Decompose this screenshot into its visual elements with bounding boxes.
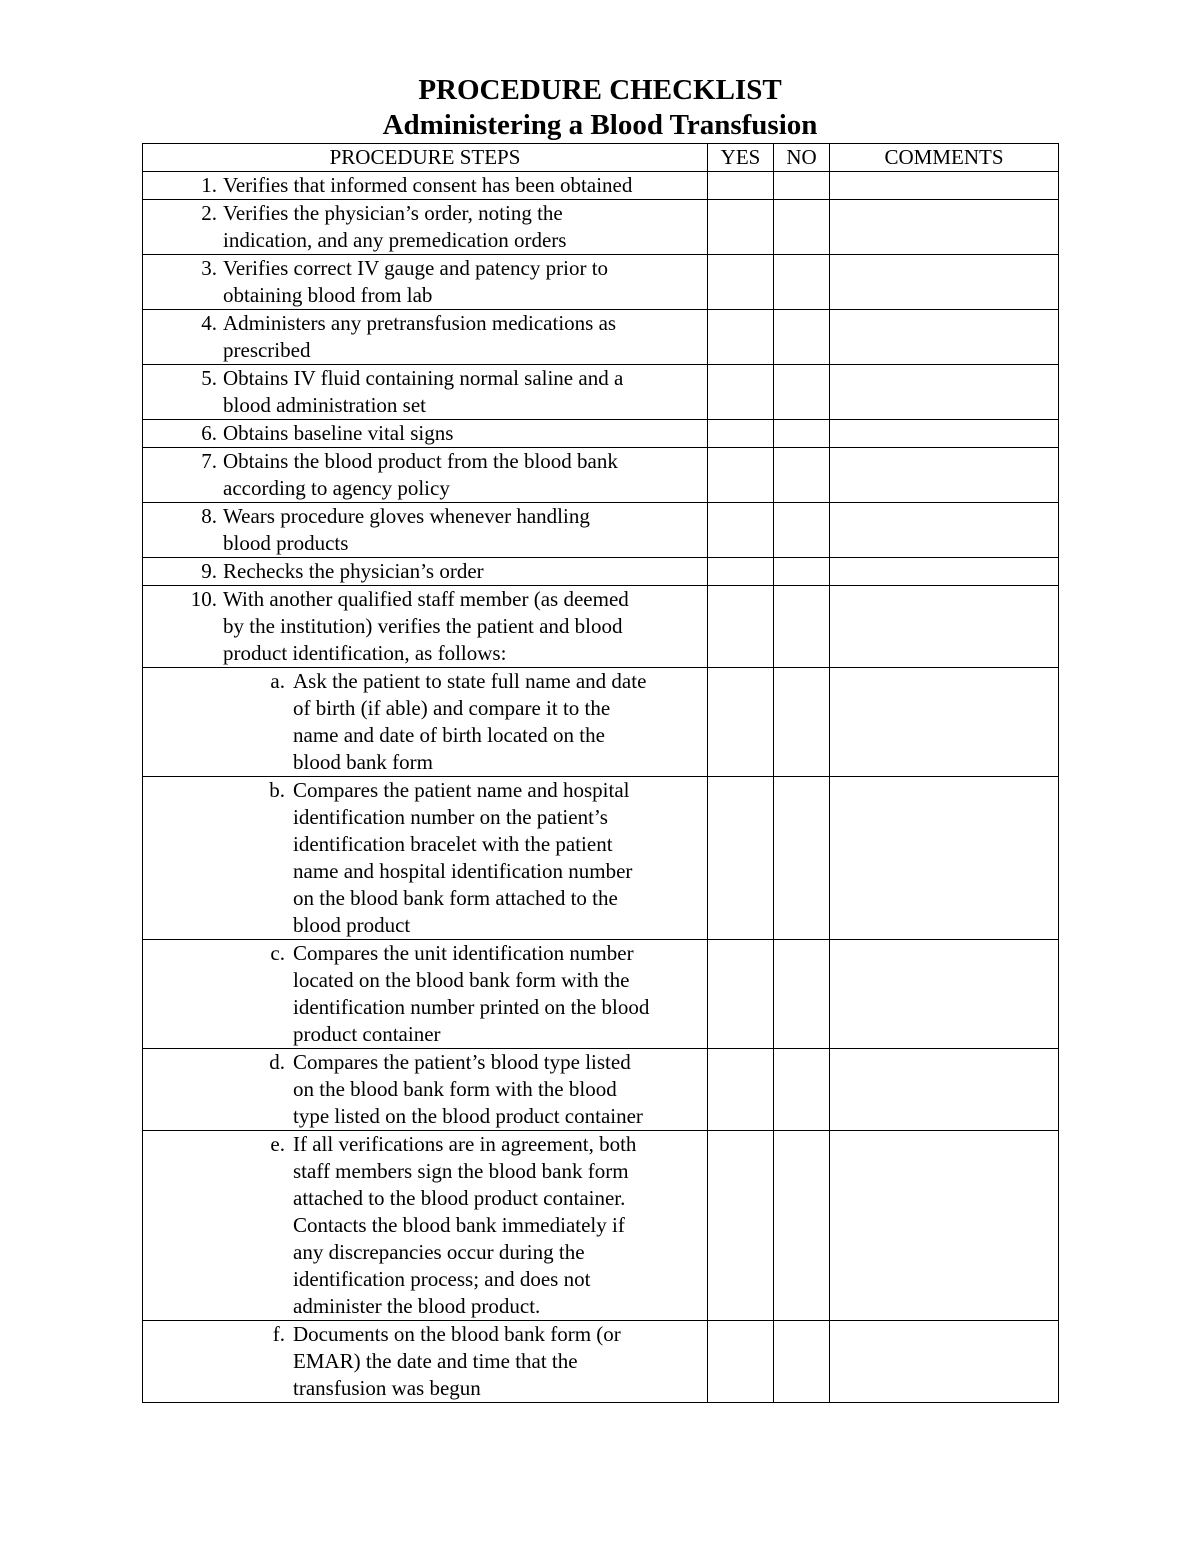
step-text: [223, 365, 707, 419]
step-text-line: blood products: [223, 531, 349, 555]
table-row: [143, 940, 1059, 1049]
table-row: [143, 420, 1059, 448]
procedure-step-cell: [143, 777, 708, 940]
step-marker: 10.: [190, 587, 217, 611]
procedure-step: [143, 503, 707, 557]
step-text: [223, 310, 707, 364]
no-cell[interactable]: [774, 777, 830, 940]
sub-step: [143, 1321, 707, 1402]
table-row: [143, 1131, 1059, 1321]
step-text: [293, 1131, 707, 1320]
comments-cell[interactable]: [830, 668, 1059, 777]
step-text-line: type listed on the blood product container: [293, 1104, 643, 1128]
checklist-body: [143, 172, 1059, 1403]
comments-cell[interactable]: [830, 777, 1059, 940]
step-text-line: obtaining blood from lab: [223, 283, 433, 307]
comments-cell[interactable]: [830, 940, 1059, 1049]
procedure-step-cell: [143, 448, 708, 503]
step-text-line: product identification, as follows:: [223, 641, 507, 665]
no-cell[interactable]: [774, 172, 830, 200]
procedure-step: [143, 448, 707, 502]
step-text-line: Verifies the physician’s order, noting the: [223, 201, 563, 225]
step-text-line: Wears procedure gloves whenever handling: [223, 504, 590, 528]
comments-cell[interactable]: [830, 1049, 1059, 1131]
step-text: [223, 586, 707, 667]
comments-cell[interactable]: [830, 310, 1059, 365]
step-marker: f.: [272, 1322, 285, 1346]
step-text-line: according to agency policy: [223, 476, 450, 500]
step-marker: 2.: [201, 201, 217, 225]
yes-cell[interactable]: [708, 310, 774, 365]
table-row: [143, 200, 1059, 255]
table-row: [143, 448, 1059, 503]
step-marker: e.: [270, 1132, 285, 1156]
step-text-line: blood product: [293, 913, 411, 937]
step-text-line: Rechecks the physician’s order: [223, 559, 484, 583]
step-text-line: any discrepancies occur during the: [293, 1240, 585, 1264]
step-marker: c.: [270, 941, 285, 965]
step-text-line: transfusion was begun: [293, 1376, 481, 1400]
step-text: [223, 420, 707, 447]
table-row: [143, 777, 1059, 940]
yes-cell[interactable]: [708, 1321, 774, 1403]
yes-cell[interactable]: [708, 365, 774, 420]
table-row: [143, 558, 1059, 586]
step-text-line: by the institution) verifies the patient and blood: [223, 614, 623, 638]
step-text: [223, 558, 707, 585]
step-marker: d.: [269, 1050, 285, 1074]
comments-cell[interactable]: [830, 255, 1059, 310]
step-marker: 6.: [201, 421, 217, 445]
no-cell[interactable]: [774, 1049, 830, 1131]
step-text-line: indication, and any premedication orders: [223, 228, 567, 252]
no-cell[interactable]: [774, 668, 830, 777]
step-text: [293, 668, 707, 776]
no-cell[interactable]: [774, 586, 830, 668]
header-yes: YES: [708, 144, 774, 172]
page-title: PROCEDURE CHECKLIST: [418, 74, 782, 106]
procedure-step-cell: [143, 1049, 708, 1131]
table-row: [143, 172, 1059, 200]
step-text: [223, 172, 707, 199]
step-text-line: Ask the patient to state full name and date: [293, 669, 647, 693]
step-marker: b.: [269, 778, 285, 802]
step-text-line: on the blood bank form attached to the: [293, 886, 618, 910]
table-row: [143, 310, 1059, 365]
procedure-step-cell: [143, 1131, 708, 1321]
step-text-line: If all verifications are in agreement, both: [293, 1132, 637, 1156]
sub-step: [143, 1049, 707, 1130]
header-procedure-steps: PROCEDURE STEPS: [143, 144, 708, 172]
sub-step: [143, 1131, 707, 1320]
yes-cell[interactable]: [708, 1131, 774, 1321]
no-cell[interactable]: [774, 940, 830, 1049]
step-text: [293, 940, 707, 1048]
step-marker: 4.: [201, 311, 217, 335]
step-text-line: on the blood bank form with the blood: [293, 1077, 617, 1101]
step-text: [293, 1321, 707, 1402]
procedure-step-cell: [143, 172, 708, 200]
yes-cell[interactable]: [708, 255, 774, 310]
no-cell[interactable]: [774, 310, 830, 365]
step-text-line: Obtains the blood product from the blood bank: [223, 449, 618, 473]
table-row: [143, 503, 1059, 558]
yes-cell[interactable]: [708, 420, 774, 448]
step-text-line: of birth (if able) and compare it to the: [293, 696, 611, 720]
yes-cell[interactable]: [708, 940, 774, 1049]
yes-cell[interactable]: [708, 448, 774, 503]
yes-cell[interactable]: [708, 503, 774, 558]
procedure-step-cell: [143, 310, 708, 365]
table-row: [143, 255, 1059, 310]
comments-cell[interactable]: [830, 172, 1059, 200]
step-text-line: name and hospital identification number: [293, 859, 633, 883]
no-cell[interactable]: [774, 200, 830, 255]
table-row: [143, 365, 1059, 420]
procedure-step-cell: [143, 503, 708, 558]
procedure-step: [143, 255, 707, 309]
step-text-line: Verifies correct IV gauge and patency prior to: [223, 256, 609, 280]
step-marker: 1.: [201, 173, 217, 197]
no-cell[interactable]: [774, 1321, 830, 1403]
step-text-line: blood administration set: [223, 393, 426, 417]
step-text: [293, 777, 707, 939]
procedure-step-cell: [143, 1321, 708, 1403]
comments-cell[interactable]: [830, 200, 1059, 255]
step-text-line: Obtains baseline vital signs: [223, 421, 454, 445]
procedure-step-cell: [143, 586, 708, 668]
step-text: [223, 255, 707, 309]
procedure-step: [143, 310, 707, 364]
step-text-line: blood bank form: [293, 750, 433, 774]
checklist-table: [142, 143, 1059, 1403]
step-text: [223, 200, 707, 254]
step-text-line: Contacts the blood bank immediately if: [293, 1213, 625, 1237]
step-text-line: prescribed: [223, 338, 311, 362]
no-cell[interactable]: [774, 503, 830, 558]
step-text-line: Verifies that informed consent has been obtained: [223, 173, 633, 197]
step-text: [223, 503, 707, 557]
no-cell[interactable]: [774, 448, 830, 503]
sub-step: [143, 777, 707, 939]
header-row: [143, 144, 1059, 172]
procedure-step-cell: [143, 200, 708, 255]
header-no: NO: [774, 144, 830, 172]
step-marker: 8.: [201, 504, 217, 528]
step-text-line: identification number on the patient’s: [293, 805, 608, 829]
header-comments: COMMENTS: [830, 144, 1059, 172]
procedure-step: [143, 365, 707, 419]
procedure-step: [143, 586, 707, 667]
step-text-line: Compares the patient name and hospital: [293, 778, 630, 802]
step-text-line: product container: [293, 1022, 441, 1046]
step-text-line: identification bracelet with the patient: [293, 832, 613, 856]
yes-cell[interactable]: [708, 172, 774, 200]
no-cell[interactable]: [774, 365, 830, 420]
step-text: [223, 448, 707, 502]
step-text-line: Documents on the blood bank form (or: [293, 1322, 621, 1346]
comments-cell[interactable]: [830, 1321, 1059, 1403]
step-marker: 7.: [201, 449, 217, 473]
comments-cell[interactable]: [830, 503, 1059, 558]
step-marker: 9.: [201, 559, 217, 583]
procedure-step-cell: [143, 940, 708, 1049]
step-text: [293, 1049, 707, 1130]
procedure-step-cell: [143, 420, 708, 448]
step-text-line: located on the blood bank form with the: [293, 968, 630, 992]
procedure-step-cell: [143, 668, 708, 777]
no-cell[interactable]: [774, 420, 830, 448]
no-cell[interactable]: [774, 558, 830, 586]
step-text-line: EMAR) the date and time that the: [293, 1349, 578, 1373]
yes-cell[interactable]: [708, 1049, 774, 1131]
step-text-line: attached to the blood product container.: [293, 1186, 626, 1210]
yes-cell[interactable]: [708, 586, 774, 668]
table-row: [143, 586, 1059, 668]
step-text-line: Compares the patient’s blood type listed: [293, 1050, 631, 1074]
sub-step: [143, 668, 707, 776]
step-text-line: staff members sign the blood bank form: [293, 1159, 629, 1183]
comments-cell[interactable]: [830, 1131, 1059, 1321]
procedure-step: [143, 558, 707, 585]
procedure-step: [143, 200, 707, 254]
procedure-step: [143, 172, 707, 199]
procedure-step-cell: [143, 365, 708, 420]
page-subtitle: Administering a Blood Transfusion: [382, 109, 818, 141]
step-text-line: Administers any pretransfusion medications as: [223, 311, 617, 335]
yes-cell[interactable]: [708, 777, 774, 940]
no-cell[interactable]: [774, 255, 830, 310]
yes-cell[interactable]: [708, 668, 774, 777]
yes-cell[interactable]: [708, 200, 774, 255]
comments-cell[interactable]: [830, 558, 1059, 586]
procedure-step-cell: [143, 255, 708, 310]
comments-cell[interactable]: [830, 420, 1059, 448]
step-text-line: Obtains IV fluid containing normal saline and a: [223, 366, 624, 390]
table-row: [143, 668, 1059, 777]
comments-cell[interactable]: [830, 586, 1059, 668]
step-text-line: With another qualified staff member (as deemed: [223, 587, 629, 611]
table-row: [143, 1321, 1059, 1403]
step-text-line: administer the blood product.: [293, 1294, 541, 1318]
yes-cell[interactable]: [708, 558, 774, 586]
step-marker: 3.: [201, 256, 217, 280]
step-text-line: name and date of birth located on the: [293, 723, 605, 747]
no-cell[interactable]: [774, 1131, 830, 1321]
step-marker: 5.: [201, 366, 217, 390]
step-text-line: identification number printed on the blood: [293, 995, 650, 1019]
procedure-step: [143, 420, 707, 447]
procedure-step-cell: [143, 558, 708, 586]
step-text-line: Compares the unit identification number: [293, 941, 634, 965]
sub-step: [143, 940, 707, 1048]
step-marker: a.: [270, 669, 285, 693]
comments-cell[interactable]: [830, 448, 1059, 503]
comments-cell[interactable]: [830, 365, 1059, 420]
step-text-line: identification process; and does not: [293, 1267, 591, 1291]
table-row: [143, 1049, 1059, 1131]
